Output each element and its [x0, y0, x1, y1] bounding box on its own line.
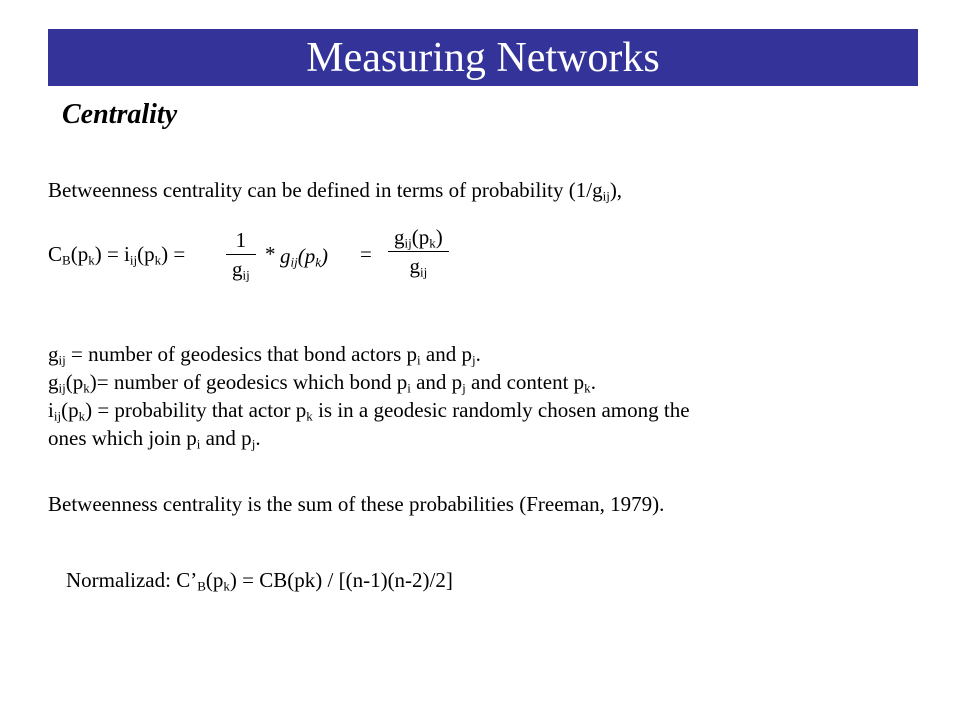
- intro-line: Betweenness centrality can be defined in terms of probability $(1/g_{ij})$,: [48, 178, 623, 204]
- formula-fraction-one-over-gij: [226, 227, 256, 282]
- formula-times: *: [265, 242, 276, 266]
- definition-gij: $g_{ij}$ = number of geodesics that bond actors $p_i$ and $p_j$.: [48, 342, 481, 368]
- definition-gij-pk: $g_{ij}(p_k)=$ number of geodesics which bond $p_i$ and $p_j$ and content $p_k$.: [48, 370, 596, 396]
- slide-subtitle: Centrality: [62, 99, 178, 130]
- normalized-formula: Normalizad: $C’_B(p_k) = CB(pk) / [(n-1)(n-2)/2]$: [66, 568, 453, 594]
- fraction-denominator: $g_{ij}$: [232, 257, 250, 283]
- fraction-denominator: $g_{ij}$: [409, 254, 428, 280]
- slide-title: Measuring Networks: [306, 34, 660, 81]
- summary-line: Betweenness centrality is the sum of these probabilities (Freeman, 1979).: [48, 492, 665, 516]
- formula-lhs: $C_B(p_k) = i_{ij}(p_k)$ =: [48, 242, 186, 268]
- fraction-numerator: 1: [235, 228, 247, 252]
- definition-iij-pk: $i_{ij}(p_k)$ = probability that actor $p_k$ is in a geodesic randomly chosen among the: [48, 398, 690, 424]
- fraction-numerator: $g_{ij}(p_k)$: [394, 225, 443, 251]
- formula-equals: =: [360, 242, 372, 266]
- slide-title-bar: [48, 29, 918, 86]
- fraction-bar: [388, 251, 449, 252]
- fraction-bar: [226, 254, 256, 255]
- formula-g-function: $g_{ij}(p_k)$: [280, 244, 329, 270]
- formula-fraction-gij-pk-over-gij: [388, 224, 449, 279]
- definition-iij-pk-continued: ones which join $p_i$ and $p_j$.: [48, 426, 261, 452]
